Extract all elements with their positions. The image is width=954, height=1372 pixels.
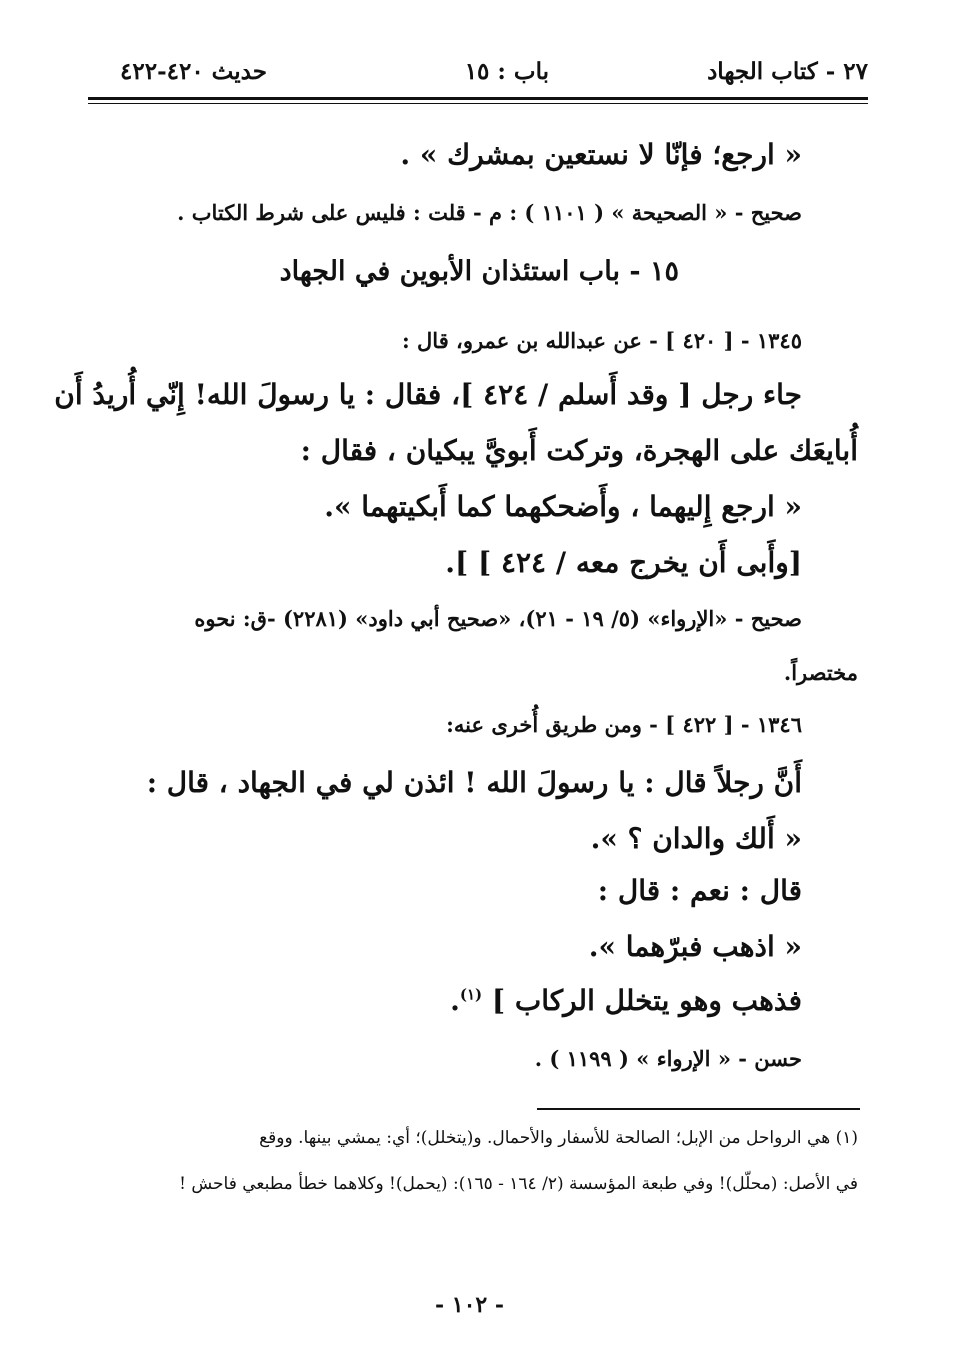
- grade-line: حسن - « الإرواء » ( ١١٩٩ ) .: [534, 1046, 802, 1071]
- text-line: « ارجع إِليهما ، وأَضحكهما كما أَبكيتهما ».: [324, 490, 802, 523]
- text-line: « اذهب فبرّهما ».: [588, 930, 802, 963]
- text-line: قال : نعم : قال :: [597, 874, 802, 907]
- text-segment: فذهب وهو يتخلل الركاب ]: [491, 984, 802, 1017]
- grade-line-cont: مختصراً.: [783, 660, 858, 685]
- hadith-number-line: ١٣٤٥ - [ ٤٢٠ ] - عن عبدالله بن عمرو، قال :: [401, 328, 802, 353]
- hadith-number-line: ١٣٤٦ - [ ٤٢٢ ] - ومن طريق أُخرى عنه:: [446, 712, 802, 737]
- text-line: [450, 984, 802, 1017]
- text-line: [وأَبى أَن يخرج معه / ٤٢٤ ] ].: [445, 546, 802, 579]
- text-line: « أَلك والدان ؟ ».: [590, 822, 802, 855]
- footnote-line: في الأصل: (محلّل)! وفي طبعة المؤسسة (٢/ ١٦٤ - ١٦٥): (يحمل)! وكلاهما خطأ مطبعي فاحش !: [179, 1174, 858, 1194]
- footnote-rule: [537, 1108, 860, 1110]
- header-rule-thick: [88, 97, 868, 100]
- header-chapter: ٢٧ - كتاب الجهاد: [707, 58, 868, 85]
- chapter-heading: ١٥ - باب استئذان الأبوين في الجهاد: [279, 256, 679, 287]
- footnote-line: (١) هي الرواحل من الإبل؛ الصالحة للأسفار والأحمال. و(يتخلل)؛ أي: يمشي بينها. ووقع: [259, 1128, 858, 1148]
- text-line: جاء رجل [ وقد أَسلم / ٤٢٤ ]، فقال : يا رسولَ الله! إِنّي أُريدُ أَن: [54, 378, 802, 411]
- text-segment: .: [450, 984, 460, 1017]
- text-line: أُبايعَك على الهجرة، وتركت أَبويَّ يبكيان ، فقال :: [300, 434, 858, 467]
- header-bab: باب : ١٥: [464, 58, 549, 85]
- header-hadith-range: حديث ٤٢٠-٤٢٢: [120, 58, 267, 85]
- grade-line: صحيح - « الصحيحة » ( ١١٠١ ) : م - قلت : فليس على شرط الكتاب .: [177, 200, 802, 225]
- footnote-marker: (١): [459, 985, 483, 1004]
- page-number: - ١٠٢ -: [435, 1292, 505, 1318]
- text-line: « ارجع؛ فإنّا لا نستعين بمشرك » .: [400, 138, 802, 171]
- grade-line: صحيح - «الإرواء» (٥/ ١٩ - ٢١)، «صحيح أبي داود» (٢٢٨١) -ق: نحوه: [194, 606, 802, 631]
- header-rule-thin: [88, 103, 868, 104]
- text-line: أَنَّ رجلاً قال : يا رسولَ الله ! ائذن لي في الجهاد ، قال :: [146, 766, 802, 799]
